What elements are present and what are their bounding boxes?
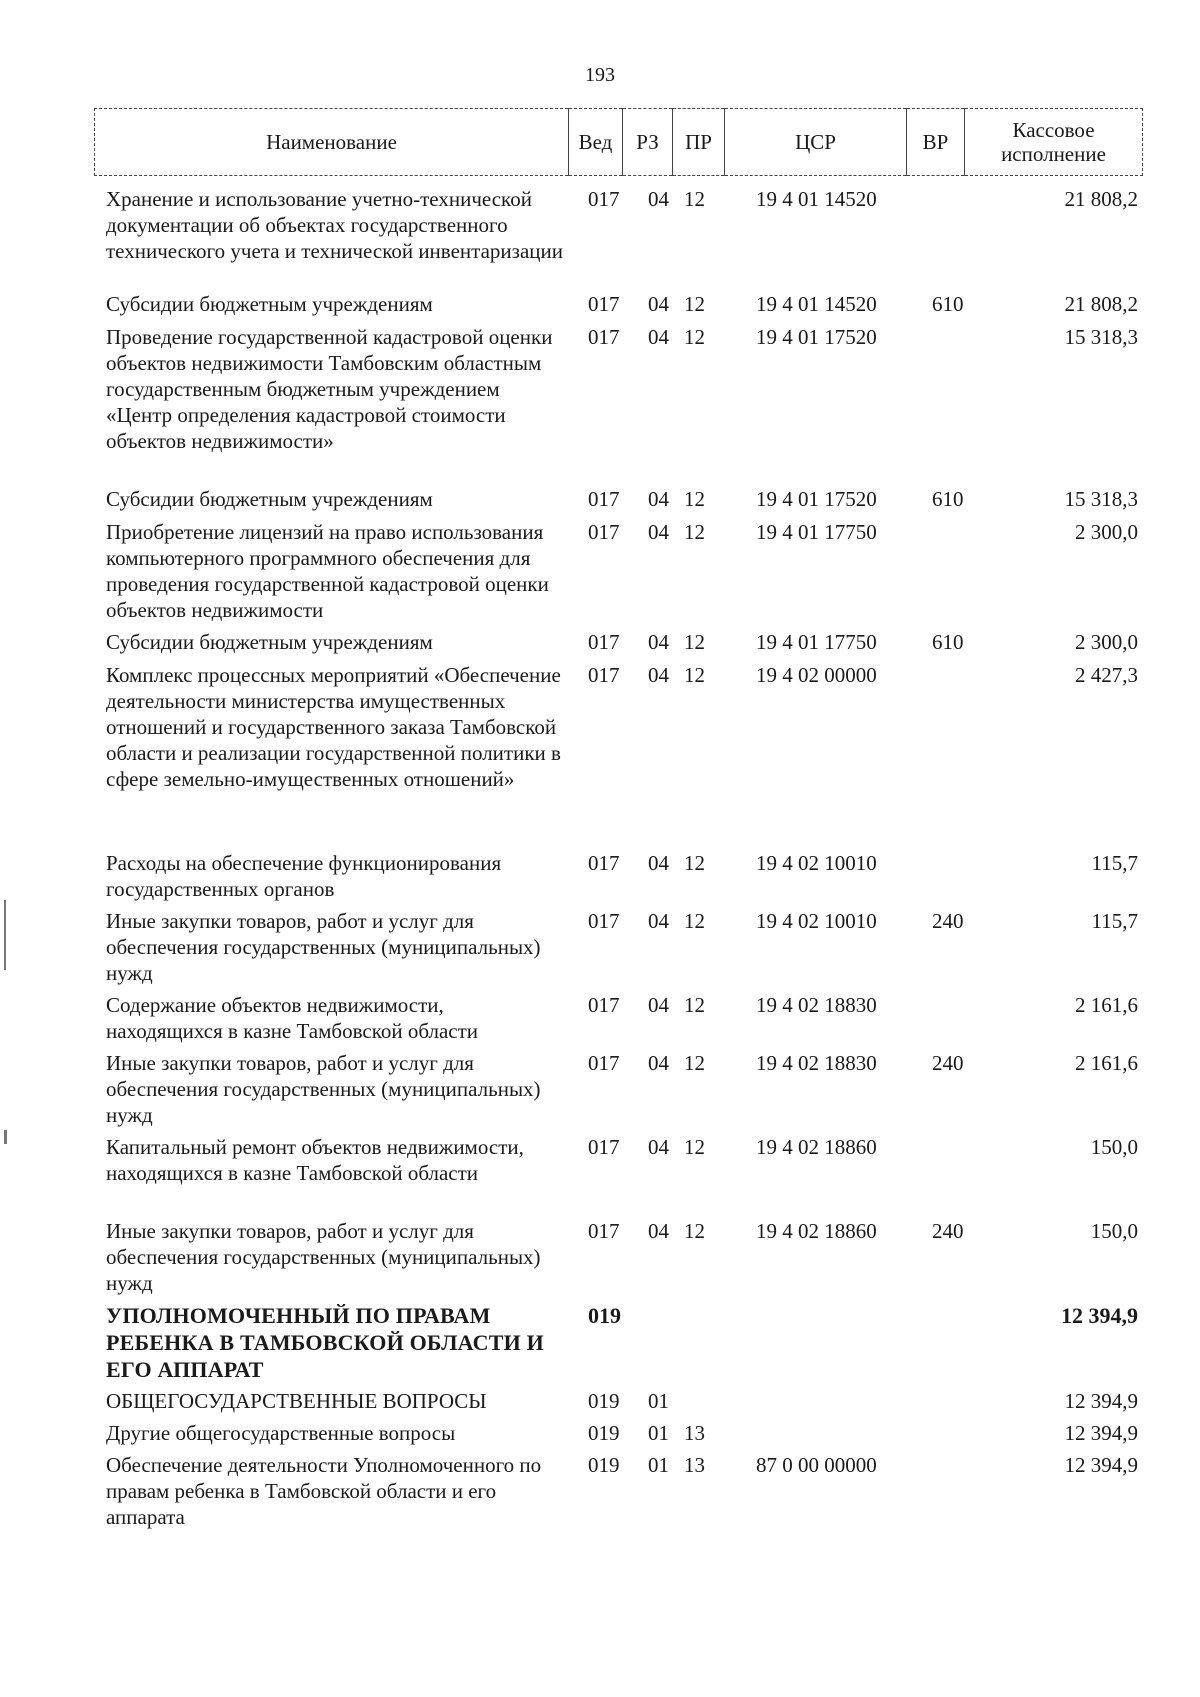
row-amount: 2 427,3 [1075, 663, 1138, 687]
row-vr: 610 [932, 487, 964, 511]
row-name: Расходы на обеспечение функционирования государственных органов [106, 851, 502, 901]
row-ved: 017 [588, 1051, 620, 1075]
row-name: УПОЛНОМОЧЕННЫЙ ПО ПРАВАМ РЕБЕНКА В ТАМБОВСКОЙ ОБЛАСТИ И ЕГО АППАРАТ [106, 1303, 544, 1382]
row-csr: 19 4 01 14520 [756, 187, 877, 211]
row-pr: 12 [684, 1051, 705, 1075]
row-csr: 19 4 01 17520 [756, 487, 877, 511]
row-rz: 04 [648, 909, 669, 933]
table-row [0, 662, 1200, 850]
row-vr: 240 [932, 1051, 964, 1075]
row-ved: 019 [588, 1389, 620, 1413]
row-ved: 017 [588, 630, 620, 654]
row-rz: 04 [648, 663, 669, 687]
row-pr: 12 [684, 630, 705, 654]
row-amount: 15 318,3 [1064, 325, 1138, 349]
row-name: Субсидии бюджетным учреждениям [106, 630, 433, 654]
row-rz: 04 [648, 487, 669, 511]
row-ved: 017 [588, 909, 620, 933]
row-name: Хранение и использование учетно-технической документации об объектах государственного технического учета и технической инвентаризации [106, 187, 563, 263]
row-name: Иные закупки товаров, работ и услуг для обеспечения государственных (муниципальных) нужд [106, 1051, 541, 1127]
table-body [0, 186, 1200, 1536]
row-ved: 019 [588, 1303, 621, 1328]
header-rz: РЗ [623, 109, 673, 176]
row-csr: 19 4 01 17750 [756, 520, 877, 544]
row-pr: 12 [684, 325, 705, 349]
row-pr: 12 [684, 187, 705, 211]
row-rz: 04 [648, 1051, 669, 1075]
row-pr: 13 [684, 1421, 705, 1445]
row-name: Иные закупки товаров, работ и услуг для обеспечения государственных (муниципальных) нужд [106, 909, 541, 985]
row-csr: 19 4 01 17750 [756, 630, 877, 654]
row-csr: 19 4 02 18830 [756, 1051, 877, 1075]
table-row [0, 992, 1200, 1050]
header-amount-line2: исполнение [1001, 142, 1106, 166]
row-csr: 19 4 02 18860 [756, 1135, 877, 1159]
row-rz: 04 [648, 292, 669, 316]
row-rz: 01 [648, 1421, 669, 1445]
row-amount: 2 161,6 [1075, 1051, 1138, 1075]
row-name: Субсидии бюджетным учреждениям [106, 487, 433, 511]
row-rz: 04 [648, 325, 669, 349]
scan-edge-mark [4, 900, 6, 970]
row-pr: 13 [684, 1453, 705, 1477]
row-amount: 12 394,9 [1064, 1421, 1138, 1445]
row-name: Обеспечение деятельности Уполномоченного по правам ребенка в Тамбовской области и его аппарата [106, 1453, 542, 1529]
row-ved: 017 [588, 663, 620, 687]
row-rz: 01 [648, 1453, 669, 1477]
row-ved: 017 [588, 993, 620, 1017]
row-pr: 12 [684, 292, 705, 316]
row-pr: 12 [684, 487, 705, 511]
row-pr: 12 [684, 1135, 705, 1159]
row-amount: 21 808,2 [1064, 292, 1138, 316]
table-row [0, 1302, 1200, 1388]
table-row [0, 1420, 1200, 1452]
header-name: Наименование [266, 130, 397, 154]
row-vr: 610 [932, 292, 964, 316]
row-pr: 12 [684, 1219, 705, 1243]
row-rz: 04 [648, 851, 669, 875]
row-pr: 12 [684, 909, 705, 933]
row-name: ОБЩЕГОСУДАРСТВЕННЫЕ ВОПРОСЫ [106, 1389, 487, 1413]
row-ved: 017 [588, 1219, 620, 1243]
row-amount: 115,7 [1091, 909, 1138, 933]
row-name: Другие общегосударственные вопросы [106, 1421, 456, 1445]
table-header [94, 108, 1143, 176]
table-row [0, 186, 1200, 291]
row-rz: 04 [648, 187, 669, 211]
scan-edge-mark [4, 1130, 7, 1144]
row-ved: 017 [588, 1135, 620, 1159]
row-ved: 019 [588, 1421, 620, 1445]
row-ved: 019 [588, 1453, 620, 1477]
row-pr: 12 [684, 851, 705, 875]
row-name: Приобретение лицензий на право использования компьютерного программного обеспечения для проведения государственной кадастровой оценки объектов недвижимости [106, 520, 549, 622]
table-row [0, 1388, 1200, 1420]
table-row [0, 1134, 1200, 1218]
row-name: Комплекс процессных мероприятий «Обеспечение деятельности министерства имущественных отношений и государственного заказа Тамбовской области и реализации государственной политики в сфере земельно-имущественных отношений» [106, 663, 561, 791]
row-amount: 2 161,6 [1075, 993, 1138, 1017]
row-csr: 19 4 02 10010 [756, 851, 877, 875]
row-amount: 2 300,0 [1075, 630, 1138, 654]
row-pr: 12 [684, 993, 705, 1017]
row-amount: 150,0 [1090, 1219, 1138, 1243]
table-row [0, 1050, 1200, 1134]
row-amount: 115,7 [1091, 851, 1138, 875]
table-row [0, 850, 1200, 908]
page-number: 193 [585, 64, 615, 86]
table-row [0, 291, 1200, 324]
header-amount [965, 109, 1143, 176]
row-csr: 19 4 01 17520 [756, 325, 877, 349]
row-amount: 21 808,2 [1064, 187, 1138, 211]
row-csr: 19 4 02 00000 [756, 663, 877, 687]
row-amount: 12 394,9 [1064, 1453, 1138, 1477]
table-row [0, 324, 1200, 486]
row-csr: 19 4 01 14520 [756, 292, 877, 316]
table-row [0, 486, 1200, 519]
row-csr: 87 0 00 00000 [756, 1453, 877, 1477]
row-name: Капитальный ремонт объектов недвижимости, находящихся в казне Тамбовской области [106, 1135, 524, 1185]
row-rz: 04 [648, 1135, 669, 1159]
row-pr: 12 [684, 663, 705, 687]
table-row [0, 908, 1200, 992]
row-amount: 12 394,9 [1061, 1303, 1138, 1328]
row-rz: 01 [648, 1389, 669, 1413]
row-amount: 15 318,3 [1064, 487, 1138, 511]
table-row [0, 1452, 1200, 1536]
row-name: Субсидии бюджетным учреждениям [106, 292, 433, 316]
row-rz: 04 [648, 1219, 669, 1243]
row-amount: 2 300,0 [1075, 520, 1138, 544]
row-name: Проведение государственной кадастровой оценки объектов недвижимости Тамбовским областным государственным бюджетным учреждением «Центр определения кадастровой стоимости объектов недвижимости» [106, 325, 553, 453]
header-pr: ПР [673, 109, 725, 176]
row-csr: 19 4 02 18860 [756, 1219, 877, 1243]
row-ved: 017 [588, 851, 620, 875]
row-ved: 017 [588, 487, 620, 511]
row-name: Содержание объектов недвижимости, находящихся в казне Тамбовской области [106, 993, 479, 1043]
row-amount: 12 394,9 [1064, 1389, 1138, 1413]
table-row [0, 519, 1200, 629]
header-amount-line1: Кассовое [1012, 118, 1095, 142]
table-row [0, 1218, 1200, 1302]
row-rz: 04 [648, 520, 669, 544]
row-vr: 240 [932, 1219, 964, 1243]
row-vr: 610 [932, 630, 964, 654]
row-ved: 017 [588, 520, 620, 544]
row-csr: 19 4 02 10010 [756, 909, 877, 933]
row-vr: 240 [932, 909, 964, 933]
row-pr: 12 [684, 520, 705, 544]
row-rz: 04 [648, 630, 669, 654]
row-ved: 017 [588, 292, 620, 316]
row-csr: 19 4 02 18830 [756, 993, 877, 1017]
row-amount: 150,0 [1090, 1135, 1138, 1159]
row-rz: 04 [648, 993, 669, 1017]
header-csr: ЦСР [725, 109, 907, 176]
row-name: Иные закупки товаров, работ и услуг для обеспечения государственных (муниципальных) нужд [106, 1219, 541, 1295]
header-vr: ВР [907, 109, 965, 176]
row-ved: 017 [588, 325, 620, 349]
header-ved: Вед [569, 109, 623, 176]
table-row [0, 629, 1200, 662]
row-ved: 017 [588, 187, 620, 211]
